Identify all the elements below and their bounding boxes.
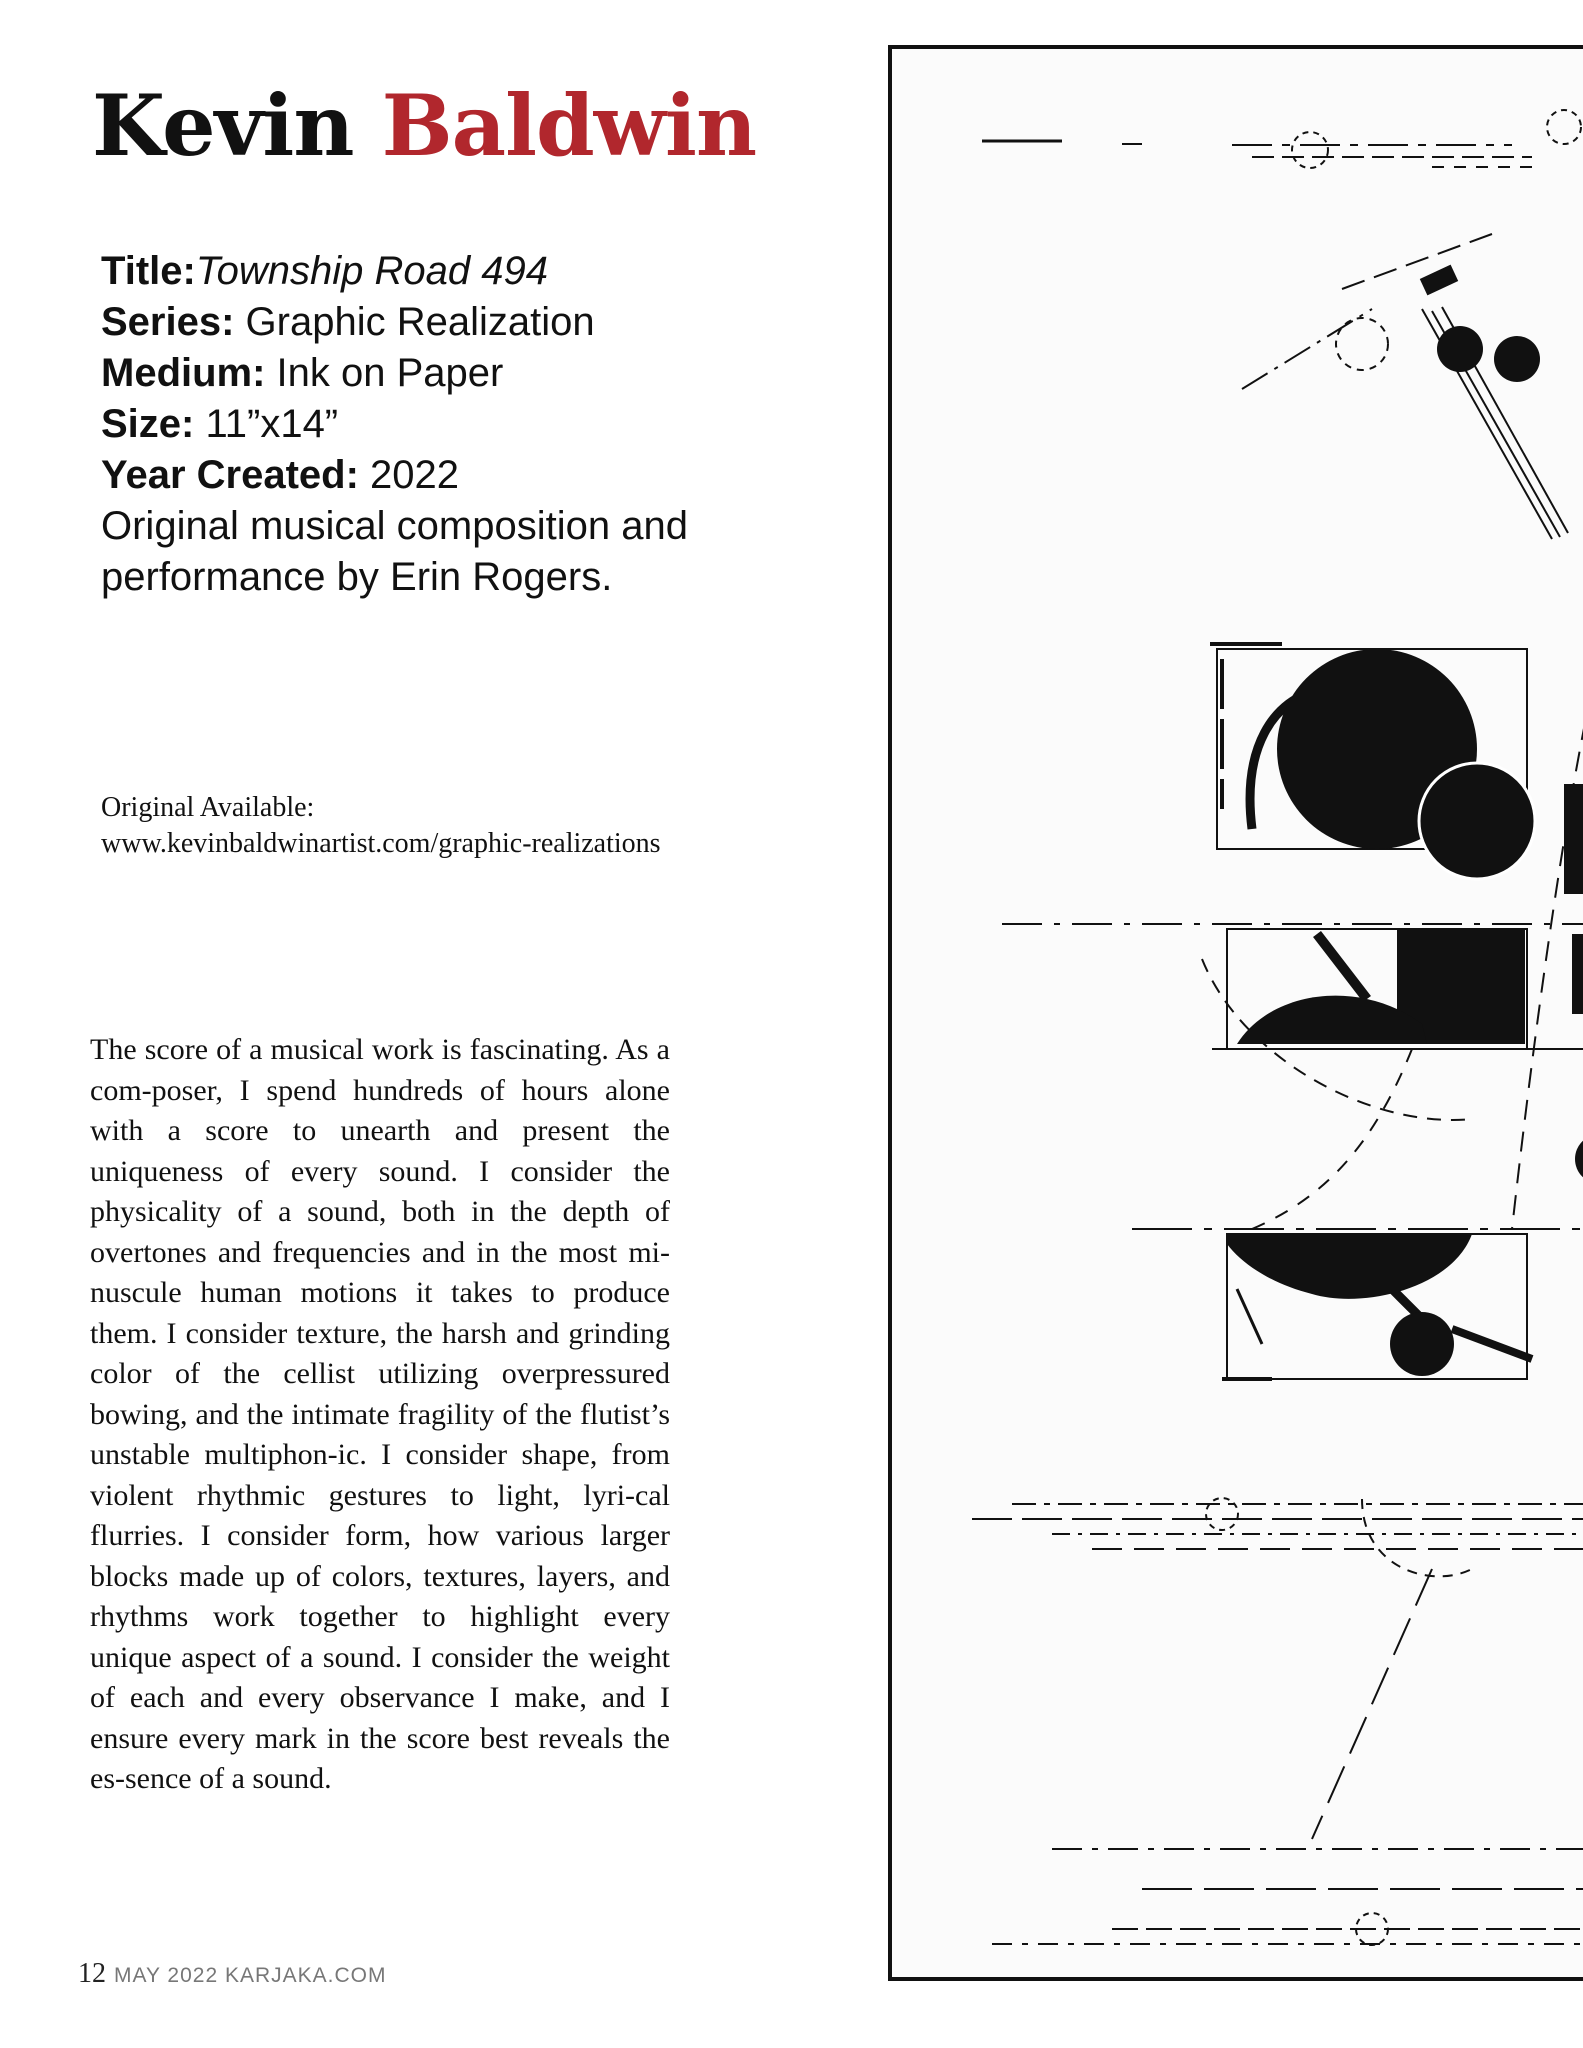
graphic-score-drawing xyxy=(892,49,1583,1985)
score-shape xyxy=(1494,336,1540,382)
artwork-details xyxy=(101,246,781,603)
score-shape xyxy=(1572,934,1583,1014)
score-circle xyxy=(1292,132,1328,168)
score-shape xyxy=(1390,1312,1454,1376)
year-row xyxy=(101,450,781,501)
score-shape xyxy=(1575,1134,1583,1184)
issue-info: MAY 2022 KARJAKA.COM xyxy=(114,1964,387,1987)
score-line xyxy=(1342,234,1492,289)
score-line xyxy=(1312,1569,1432,1839)
series-label: Series: xyxy=(101,300,235,344)
score-shape xyxy=(1420,265,1458,296)
availability-label: Original Available: xyxy=(101,792,315,823)
score-shape xyxy=(1419,763,1535,879)
medium-row xyxy=(101,348,781,399)
page-number: 12 xyxy=(78,1958,106,1989)
score-circle xyxy=(1206,1498,1238,1530)
series-row xyxy=(101,297,781,348)
composition-note-line-1: Original musical composition and xyxy=(101,504,688,548)
availability xyxy=(101,790,661,862)
score-circle xyxy=(1547,110,1581,144)
year-value: 2022 xyxy=(358,453,460,497)
medium-label: Medium: xyxy=(101,351,266,395)
artist-name xyxy=(92,78,756,175)
score-shape xyxy=(1564,784,1583,894)
year-label: Year Created: xyxy=(101,453,359,497)
score-line xyxy=(1242,309,1372,389)
title-value: Township Road 494 xyxy=(195,249,548,293)
availability-url[interactable]: www.kevinbaldwinartist.com/graphic-realizations xyxy=(101,828,661,859)
size-row xyxy=(101,399,781,450)
composition-note-line-2: performance by Erin Rogers. xyxy=(101,555,613,599)
size-value: 11”x14” xyxy=(194,402,339,446)
artist-statement: The score of a musical work is fascinating. As a com-poser, I spend hundreds of hours alone with a score to unearth and present the uniqueness of every sound. I consider the physicality of a sound, both in the depth of overtones and frequencies and in the most mi-nuscule human motions it takes to produce them. I consider texture, the harsh and grinding color of the cellist utilizing overpressured bowing, and the intimate fragility of the flutist’s unstable multiphon-ic. I consider shape, from violent rhythmic gestures to light, lyri-cal flurries. I consider form, how various larger blocks made up of colors, textures, layers, and rhythms work together to highlight every unique aspect of a sound. I consider the weight of each and every observance I make, and I ensure every mark in the score best reveals the es-sence of a sound. xyxy=(90,1033,670,1795)
series-value: Graphic Realization xyxy=(234,300,595,344)
artist-first-name: Kevin xyxy=(92,76,354,175)
score-line xyxy=(1317,934,1367,999)
score-curve xyxy=(1362,1499,1472,1576)
artist-last-name: Baldwin xyxy=(381,76,757,175)
title-label: Title: xyxy=(101,249,196,293)
page-footer xyxy=(78,1958,386,1990)
artwork-image xyxy=(888,45,1583,1981)
medium-value: Ink on Paper xyxy=(265,351,504,395)
score-shape xyxy=(1437,326,1483,372)
score-line xyxy=(1237,1289,1262,1344)
title-row xyxy=(101,246,781,297)
score-line xyxy=(1452,1329,1532,1359)
score-curve xyxy=(1252,1049,1412,1229)
size-label: Size: xyxy=(101,402,195,446)
score-shape xyxy=(1227,1234,1472,1299)
